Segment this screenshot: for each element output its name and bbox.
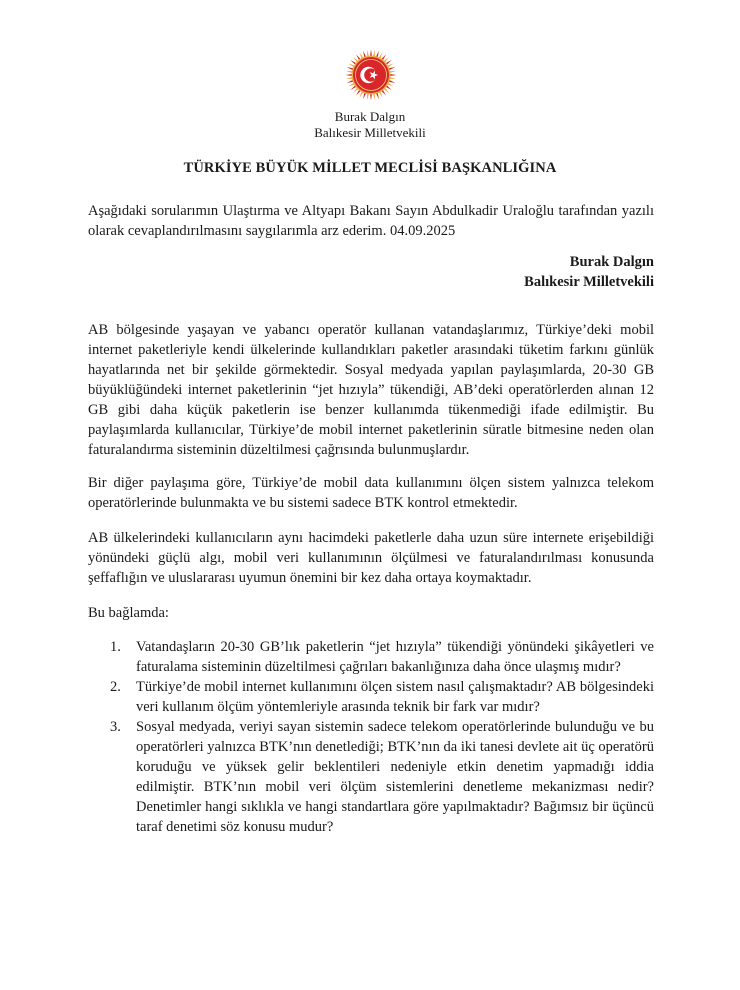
question-text: Sosyal medyada, veriyi sayan sistemin sadece telekom operatörlerinde bulunduğu ve bu operatörleri yalnızca BTK’nın denetlediği; BTK’nın da iki tanesi devlete ait üç operatörü koruduğu ve yüksek gelir beklentileri nedeniyle etkin denetim yapmadığı iddia edilmiştir. BTK’nın mobil veri ölçüm sistemlerini denetleme mekanizması nedir? Denetimler hangi sıklıkla ve hangi standartlara göre yapılmaktadır? Bağımsız bir üçüncü taraf denetimi söz konusu mudur? (136, 719, 654, 835)
body-paragraph-4: Bu bağlamda: (88, 605, 169, 621)
question-list (88, 637, 654, 837)
signature-role: Balıkesir Milletvekili (524, 274, 654, 290)
header-name: Burak Dalgın (334, 109, 406, 124)
question-number: 2. (110, 679, 121, 695)
question-item-2 (88, 677, 654, 717)
header-role: Balıkesir Milletvekili (314, 125, 426, 140)
question-number: 1. (110, 639, 121, 655)
intro-paragraph: Aşağıdaki sorularımın Ulaştırma ve Altyapı Bakanı Sayın Abdulkadir Uraloğlu tarafından yazılı olarak cevaplandırılmasını saygılarımla arz ederim. 04.09.2025 (88, 203, 654, 239)
question-text: Türkiye’de mobil internet kullanımını ölçen sistem nasıl çalışmaktadır? AB bölgesindeki veri kullanım ölçüm yöntemleriyle arasında teknik bir fark var mıdır? (136, 679, 654, 715)
signature-name: Burak Dalgın (569, 254, 654, 270)
body-paragraph-3: AB ülkelerindeki kullanıcıların aynı hacimdeki paketlerle daha uzun süre internete erişebildiği yönündeki güçlü algı, mobil veri kullanımının ölçülmesi ve faturalandırılması konusunda şeffaflığın ve uluslararası uyumun önemini bir kez daha ortaya koymaktadır. (88, 530, 654, 586)
question-item-3 (88, 717, 654, 837)
document-title: TÜRKİYE BÜYÜK MİLLET MECLİSİ BAŞKANLIĞINA (183, 160, 557, 176)
question-number: 3. (110, 719, 121, 735)
body-paragraph-2: Bir diğer paylaşıma göre, Türkiye’de mobil data kullanımını ölçen sistem yalnızca telekom operatörlerinde bulunmakta ve bu sistemi sadece BTK kontrol etmektedir. (88, 475, 654, 511)
tbmm-emblem-icon (345, 49, 397, 101)
question-text: Vatandaşların 20-30 GB’lık paketlerin “jet hızıyla” tükendiği yönündeki şikâyetleri ve faturalama sisteminin düzeltilmesi çağrıları bakanlığınıza daha önce ulaşmış mıdır? (136, 639, 654, 675)
question-item-1 (88, 637, 654, 677)
body-paragraph-1: AB bölgesinde yaşayan ve yabancı operatör kullanan vatandaşlarımız, Türkiye’deki mobil internet paketleriyle kendi ülkelerinde kullandıkları paketler arasındaki tüketim farkını günlük hayatlarında net bir şekilde görmektedir. Sosyal medyada yapılan paylaşımlarda, 20-30 GB büyüklüğündeki internet paketlerinin “jet hızıyla” tükendiği, AB’deki operatörlerden alınan 12 GB gibi daha küçük paketlerin ise benzer kullanımda tükenmediği ifade edilmiştir. Bu paylaşımlarda kullanıcılar, Türkiye’de mobil internet paketlerinin süratle bitmesine neden olan faturalandırma sisteminin düzeltilmesi çağrısında bulunmuşlardır. (88, 322, 654, 458)
